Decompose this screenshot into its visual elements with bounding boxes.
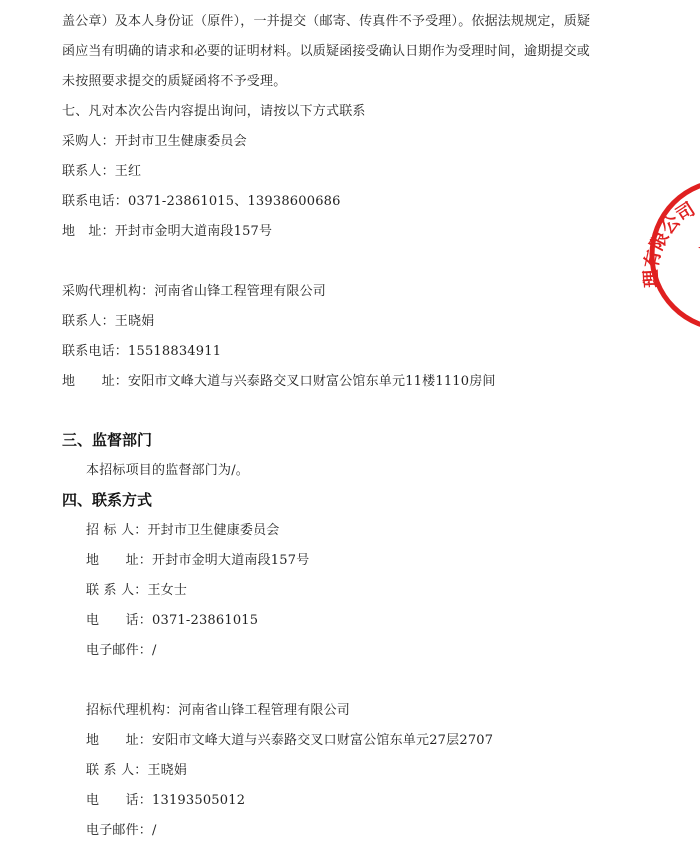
agency-address: 地 址：安阳市文峰大道与兴泰路交叉口财富公馆东单元11楼1110房间 (62, 374, 496, 389)
tender-agency: 招标代理机构：河南省山锋工程管理有限公司 (86, 703, 351, 718)
notice-line: 函应当有明确的请求和必要的证明材料。以质疑函接受确认日期作为受理时间，逾期提交或 (62, 44, 591, 59)
tenderer-address: 地 址：开封市金明大道南段157号 (86, 553, 310, 568)
tenderer: 招 标 人：开封市卫生健康委员会 (86, 523, 280, 538)
section-3-text: 本招标项目的监督部门为/。 (86, 463, 249, 478)
tenderer-email: 电子邮件：/ (86, 643, 157, 658)
seal-text: 理有限公司 (640, 198, 699, 289)
agency-contact: 联系人：王晓娟 (62, 314, 155, 329)
notice-line: 盖公章）及本人身份证（原件），一并提交（邮寄、传真件不予受理）。依据法规规定，质疑 (62, 14, 591, 29)
tenderer-phone: 电 话：0371-23861015 (86, 613, 259, 628)
tender-agency-email: 电子邮件：/ (86, 823, 157, 838)
section-4-heading: 四、联系方式 (62, 491, 153, 509)
tender-agency-contact: 联 系 人：王晓娟 (86, 763, 188, 778)
purchaser-contact: 联系人：王红 (62, 164, 142, 179)
notice-line: 七、凡对本次公告内容提出询问，请按以下方式联系 (62, 104, 366, 119)
tender-agency-phone: 电 话：13193505012 (86, 793, 246, 808)
agency-phone: 联系电话：15518834911 (62, 344, 222, 359)
purchaser-phone: 联系电话：0371-23861015、13938600686 (62, 194, 341, 209)
tenderer-contact: 联 系 人：王女士 (86, 583, 188, 598)
tender-agency-address: 地 址：安阳市文峰大道与兴泰路交叉口财富公馆东单元27层2707 (86, 733, 494, 748)
section-3-heading: 三、监督部门 (62, 431, 153, 449)
purchaser-address: 地 址：开封市金明大道南段157号 (62, 224, 273, 239)
purchaser: 采购人：开封市卫生健康委员会 (62, 134, 247, 149)
agency: 采购代理机构：河南省山锋工程管理有限公司 (62, 284, 327, 299)
notice-line: 未按照要求提交的质疑函将不予受理。 (62, 74, 287, 89)
company-seal (640, 175, 700, 335)
